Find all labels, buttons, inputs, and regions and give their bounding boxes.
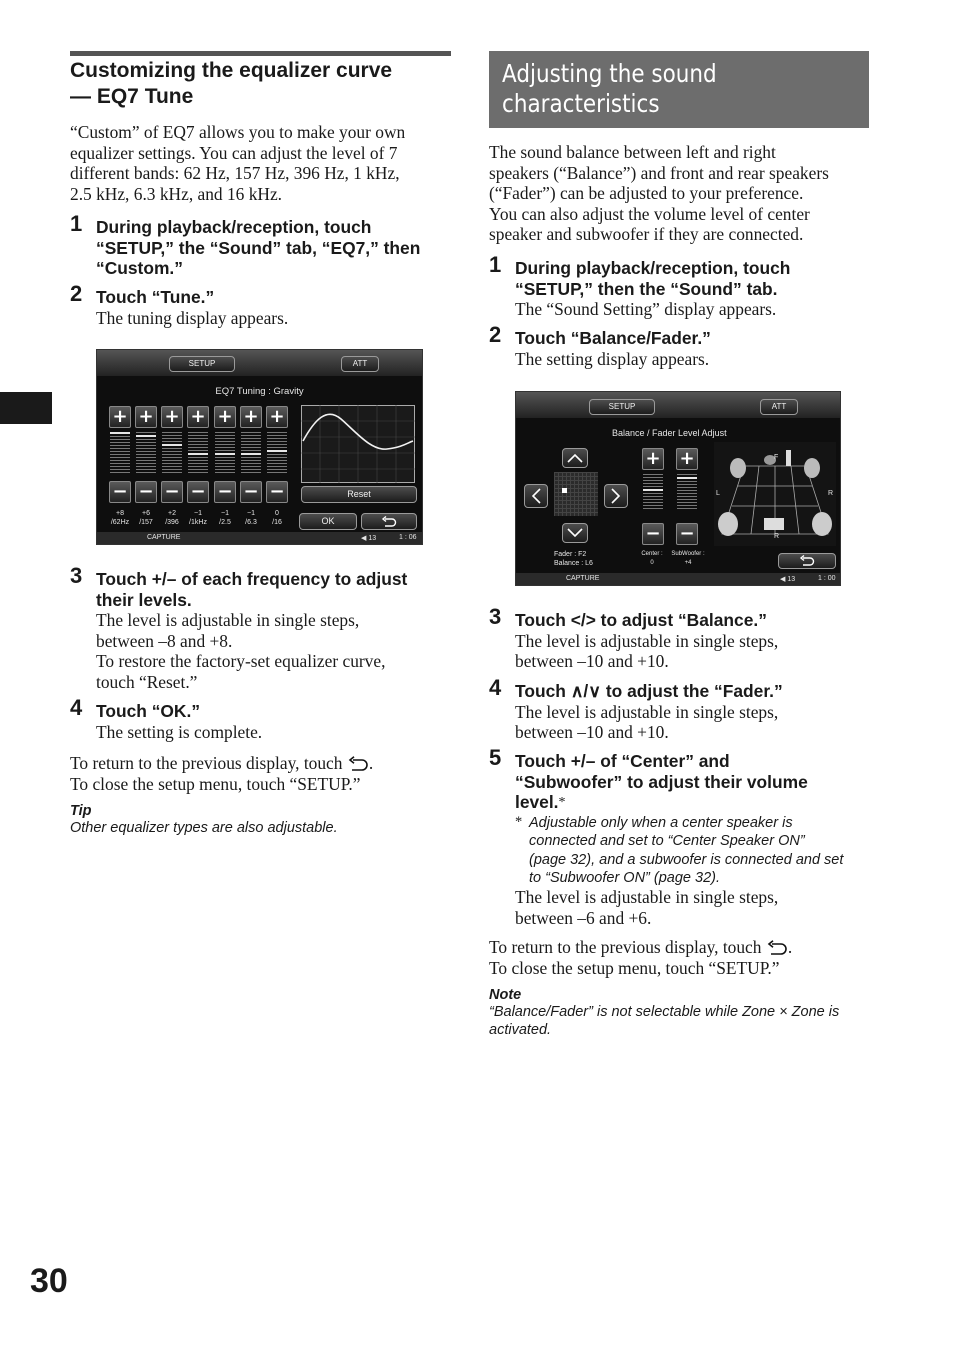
rear-label: R [774, 533, 780, 540]
step-number: 1 [489, 252, 502, 277]
return-line: To return to the previous display, touch . [489, 937, 793, 957]
note-heading: Note [489, 987, 522, 1003]
footnote [515, 814, 871, 888]
clock-readout: 1 : 00 [818, 575, 836, 582]
left-label: L [716, 490, 720, 497]
step-number: 4 [489, 675, 502, 700]
band-label: −1 /2.5 [219, 510, 231, 526]
step-body: To restore the factory-set equalizer curve, [96, 651, 386, 672]
band-level-meter [215, 432, 235, 475]
position-marker [562, 488, 567, 493]
eq-step-2 [70, 281, 452, 328]
section-banner [489, 51, 869, 128]
band-minus-button[interactable]: − [135, 481, 157, 503]
intro-line: (“Fader”) can be adjusted to your preference. [489, 183, 804, 204]
sound-step-2 [489, 322, 871, 369]
back-button[interactable] [361, 513, 417, 530]
step-body: The tuning display appears. [96, 307, 289, 328]
return-line: To return to the previous display, touch . [70, 753, 374, 773]
band-label: +6 /157 [139, 510, 153, 526]
step-heading: Touch +/– of each frequency to adjust [96, 569, 408, 589]
step-number: 5 [489, 745, 502, 770]
step-number: 3 [70, 563, 83, 588]
back-button[interactable] [778, 553, 836, 569]
sound-step-3 [489, 604, 871, 672]
return-icon [766, 940, 788, 956]
right-label: R [828, 490, 834, 497]
sound-step-5 [489, 745, 871, 929]
sound-return-instructions [489, 937, 871, 978]
tip-box [70, 803, 452, 837]
subwoofer-plus-button[interactable]: + [676, 448, 698, 470]
band-plus-button[interactable]: + [109, 406, 131, 428]
band-level-meter [162, 432, 182, 475]
band-label: +2 /396 [165, 510, 179, 526]
note-body: activated. [489, 1022, 552, 1038]
band-label: −1 /1kHz [189, 510, 207, 526]
page-number: 30 [30, 1262, 68, 1300]
step-body: between –10 and +10. [515, 722, 669, 743]
note-box [489, 987, 871, 1039]
return-text: To return to the previous display, touch [70, 753, 343, 773]
ok-button[interactable]: OK [299, 513, 357, 530]
section-rule [70, 51, 451, 56]
note-body: “Balance/Fader” is not selectable while Zone × Zone is [489, 1004, 840, 1020]
band-plus-button[interactable]: + [161, 406, 183, 428]
band-minus-button[interactable]: − [109, 481, 131, 503]
fader-balance-readout: Fader : F2 Balance : L6 [554, 551, 593, 567]
intro-line: speakers (“Balance”) and front and rear speakers [489, 162, 829, 183]
step-number: 1 [70, 211, 83, 236]
clock-readout: 1 : 06 [399, 534, 417, 541]
band-label: 0 /16 [272, 510, 282, 526]
fader-down-button[interactable] [562, 523, 588, 543]
band-plus-button[interactable]: + [266, 406, 288, 428]
chapter-tab [0, 392, 52, 424]
fader-up-button[interactable] [562, 448, 588, 468]
band-minus-button[interactable]: − [161, 481, 183, 503]
section-title-sound: Adjusting the sound characteristics [502, 59, 717, 118]
band-level-meter [110, 432, 130, 475]
eq7-tuning-screenshot [96, 349, 423, 545]
step-heading: Touch “Tune.” [96, 287, 215, 307]
volume-readout: ◀ 13 [361, 535, 377, 542]
step-body: The level is adjustable in single steps, [515, 701, 779, 722]
step-heading: their levels. [96, 589, 192, 610]
chevron-right-icon [611, 488, 621, 504]
speaker-icon: ◀ [780, 576, 788, 583]
tip-body: Other equalizer types are also adjustable. [70, 820, 338, 836]
reset-button[interactable]: Reset [301, 486, 417, 503]
setup-button[interactable]: SETUP [589, 399, 655, 415]
band-minus-button[interactable]: − [240, 481, 262, 503]
band-plus-button[interactable]: + [214, 406, 236, 428]
step-number: 4 [70, 695, 83, 720]
footnote-line: connected and set to “Center Speaker ON” [529, 833, 805, 850]
footnote-line: (page 32), and a subwoofer is connected and set [529, 851, 844, 868]
eq-step-1 [70, 211, 452, 279]
subwoofer-readout: SubWoofer : +4 [671, 551, 705, 566]
step-body: between –6 and +6. [515, 908, 652, 928]
chevron-left-icon [531, 488, 541, 504]
att-button[interactable]: ATT [760, 399, 798, 415]
band-plus-button[interactable]: + [240, 406, 262, 428]
setup-button[interactable]: SETUP [169, 356, 235, 372]
return-icon [347, 756, 369, 772]
footnote-line: Adjustable only when a center speaker is [529, 814, 793, 831]
step-body: The setting display appears. [515, 348, 710, 369]
sound-step-4 [489, 675, 871, 743]
subwoofer-minus-button[interactable]: − [676, 523, 698, 545]
eq-return-instructions [70, 753, 452, 794]
step-heading: Touch </> to adjust “Balance.” [515, 610, 767, 630]
eq7-intro [70, 122, 452, 204]
step-body: The level is adjustable in single steps, [515, 887, 779, 908]
close-line: To close the setup menu, touch “SETUP.” [489, 957, 780, 978]
intro-line: different bands: 62 Hz, 157 Hz, 396 Hz, 1 kHz, [70, 163, 400, 184]
step-heading: “Subwoofer” to adjust their volume [515, 771, 808, 792]
center-plus-button[interactable]: + [642, 448, 664, 470]
close-line: To close the setup menu, touch “SETUP.” [70, 773, 361, 794]
return-icon [799, 555, 815, 567]
intro-line: “Custom” of EQ7 allows you to make your own [70, 122, 406, 142]
eq-curve-graph [301, 405, 415, 483]
step-body: The setting is complete. [96, 721, 263, 742]
step-body: between –8 and +8. [96, 630, 233, 651]
step-heading: “SETUP,” the “Sound” tab, “EQ7,” then [96, 237, 421, 258]
balance-fader-grid[interactable] [554, 472, 598, 516]
subwoofer-level-meter [677, 474, 697, 511]
band-plus-button[interactable]: + [135, 406, 157, 428]
step-heading: Touch ∧/∨ to adjust the “Fader.” [515, 681, 783, 701]
step-heading: “SETUP,” then the “Sound” tab. [515, 278, 778, 299]
step-body: The level is adjustable in single steps, [515, 630, 779, 651]
intro-line: speaker and subwoofer if they are connected. [489, 224, 804, 245]
chevron-up-icon [567, 453, 583, 463]
step-body: between –10 and +10. [515, 651, 669, 672]
capture-label: CAPTURE [566, 575, 600, 582]
step-number: 3 [489, 604, 502, 629]
band-level-meter [188, 432, 208, 475]
intro-line: The sound balance between left and right [489, 142, 776, 162]
band-level-meter [241, 432, 261, 475]
volume-readout: ◀ 13 [780, 576, 796, 583]
capture-label: CAPTURE [147, 534, 181, 541]
att-button[interactable]: ATT [341, 356, 379, 372]
center-readout: Center : 0 [641, 551, 663, 566]
return-text: To return to the previous display, touch [489, 937, 762, 957]
band-plus-button[interactable]: + [187, 406, 209, 428]
center-level-meter [643, 474, 663, 511]
return-icon [381, 516, 397, 528]
band-minus-button[interactable]: − [266, 481, 288, 503]
tip-heading: Tip [70, 803, 92, 819]
chevron-down-icon [567, 528, 583, 538]
section-title-eq7 [70, 58, 452, 110]
footnote-line: to “Subwoofer ON” (page 32). [529, 870, 721, 886]
eq-step-4 [70, 695, 452, 742]
step-heading: Touch “OK.” [96, 701, 201, 721]
band-label: +8 /62Hz [110, 510, 130, 526]
eq-step-3 [70, 563, 452, 693]
band-minus-button[interactable]: − [187, 481, 209, 503]
step-heading: Touch +/– of “Center” and [515, 751, 730, 771]
step-body: touch “Reset.” [96, 671, 198, 692]
balance-left-button[interactable] [524, 484, 548, 508]
footnote-mark: * [515, 813, 523, 830]
step-body: The level is adjustable in single steps, [96, 610, 360, 631]
band-level-meter [136, 432, 156, 475]
step-heading: During playback/reception, touch [96, 217, 372, 237]
screen-title: Balance / Fader Level Adjust [612, 428, 727, 438]
intro-line: 2.5 kHz, 6.3 kHz, and 16 kHz. [70, 183, 283, 204]
band-level-meter [267, 432, 287, 475]
sound-step-1 [489, 252, 871, 320]
balance-fader-screenshot [515, 391, 841, 586]
balance-right-button[interactable] [604, 484, 628, 508]
speaker-icon: ◀ [361, 535, 369, 542]
title-line-1: Customizing the equalizer curve [70, 59, 393, 82]
step-heading: “Custom.” [96, 258, 183, 279]
title-line-2: — EQ7 Tune [70, 85, 194, 108]
band-label: −1 /6.3 [245, 510, 257, 526]
intro-line: You can also adjust the volume level of center [489, 203, 810, 224]
sound-intro [489, 142, 871, 245]
screen-title: EQ7 Tuning : Gravity [215, 386, 304, 397]
step-heading: level.* [515, 792, 566, 813]
step-heading: During playback/reception, touch [515, 258, 791, 278]
intro-line: equalizer settings. You can adjust the level of 7 [70, 142, 398, 163]
front-label: F [774, 454, 779, 461]
band-minus-button[interactable]: − [214, 481, 236, 503]
step-heading: Touch “Balance/Fader.” [515, 328, 711, 348]
step-number: 2 [489, 322, 502, 347]
step-number: 2 [70, 281, 83, 306]
center-minus-button[interactable]: − [642, 523, 664, 545]
step-body: The “Sound Setting” display appears. [515, 299, 777, 320]
